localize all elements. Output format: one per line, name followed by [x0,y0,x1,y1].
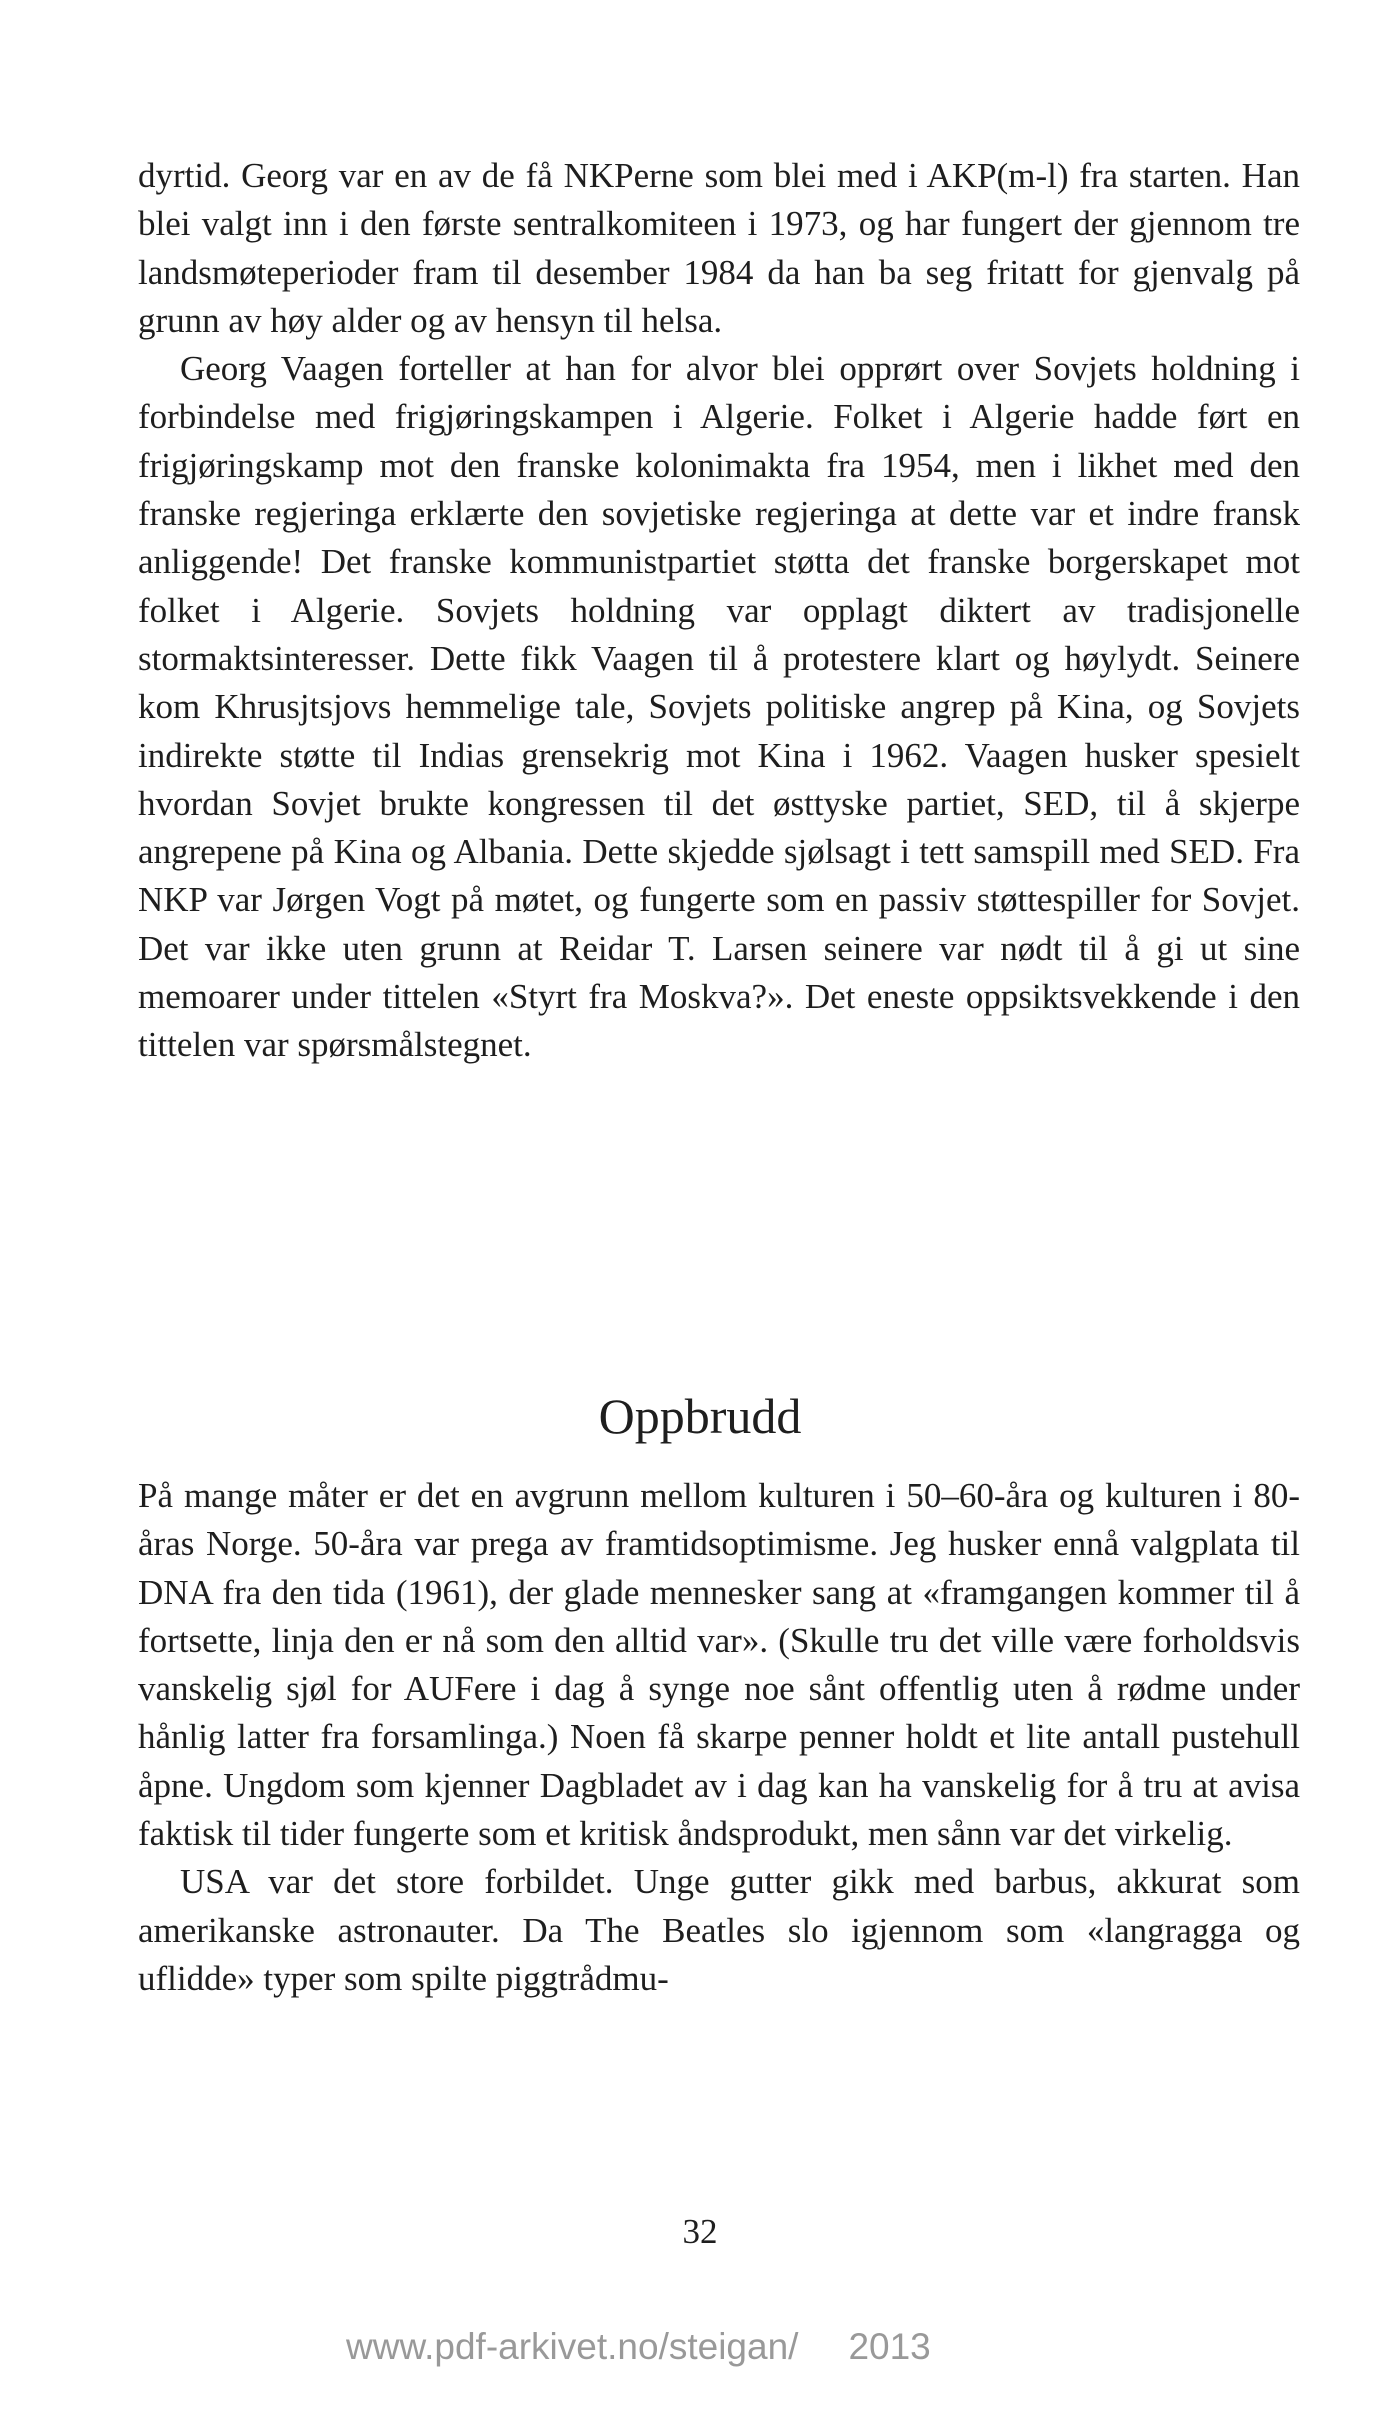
paragraph: USA var det store forbildet. Unge gutter gikk med barbus, akkurat som amerikanske astronauter. Da The Beatles slo igjennom som «langragga og uflidde» typer som spilte piggtrådmu- [138,1862,1300,1998]
paragraph: På mange måter er det en avgrunn mellom kulturen i 50–60-åra og kulturen i 80-åras Norge. 50-åra var prega av framtidsoptimisme. Jeg husker ennå valgplata til DNA fra den tida (1961), der glade mennesker sang at «framgangen kommer til å fortsette, linja den er nå som den alltid var». (Skulle tru det ville være forholdsvis vanskelig sjøl for AUFere i dag å synge noe sånt offentlig uten å rødme under hånlig latter fra forsamlinga.) Noen få skarpe penner holdt et lite antall pustehull åpne. Ungdom som kjenner Dagbladet av i dag kan ha vanskelig for å tru at avisa faktisk til tider fungerte som et kritisk åndsprodukt, men sånn var det virkelig. [138,1476,1300,1854]
footer-watermark [346,2324,931,2370]
paragraph: Georg Vaagen forteller at han for alvor blei opprørt over Sovjets holdning i forbindelse med frigjøringskampen i Algerie. Folket i Algerie hadde ført en frigjøringskamp mot den franske kolonimakta fra 1954, men i likhet med den franske regjeringa erklærte den sovjetiske regjeringa at dette var et indre fransk anliggende! Det franske kommunistpartiet støtta det franske borgerskapet mot folket i Algerie. Sovjets holdning var opplagt diktert av tradisjonelle stormaktsinteresser. Dette fikk Vaagen til å protestere klart og høylydt. Seinere kom Khrusjtsjovs hemmelige tale, Sovjets politiske angrep på Kina, og Sovjets indirekte støtte til Indias grensekrig mot Kina i 1962. Vaagen husker spesielt hvordan Sovjet brukte kongressen til det østtyske partiet, SED, til å skjerpe angrepene på Kina og Albania. Dette skjedde sjølsagt i tett samspill med SED. Fra NKP var Jørgen Vogt på møtet, og fungerte som en passiv støttespiller for Sovjet. Det var ikke uten grunn at Reidar T. Larsen seinere var nødt til å gi ut sine memoarer under tittelen «Styrt fra Moskva?». Det eneste oppsiktsvekkende i den tittelen var spørsmålstegnet. [138,349,1300,1065]
page-number: 32 [682,2212,718,2251]
paragraph: dyrtid. Georg var en av de få NKPerne som blei med i AKP(m-l) fra starten. Han blei valgt inn i den første sentralkomiteen i 1973, og har fungert der gjennom tre landsmøteperioder fram til desember 1984 da han ba seg fritatt for gjenvalg på grunn av høy alder og av hensyn til helsa. [138,156,1300,340]
section-heading: Oppbrudd [598,1388,802,1444]
footer-year: 2013 [848,2326,931,2367]
body-text-bottom [138,1472,1300,2003]
body-text-top [138,152,1300,1070]
footer-url: www.pdf-arkivet.no/steigan/ [346,2326,799,2367]
